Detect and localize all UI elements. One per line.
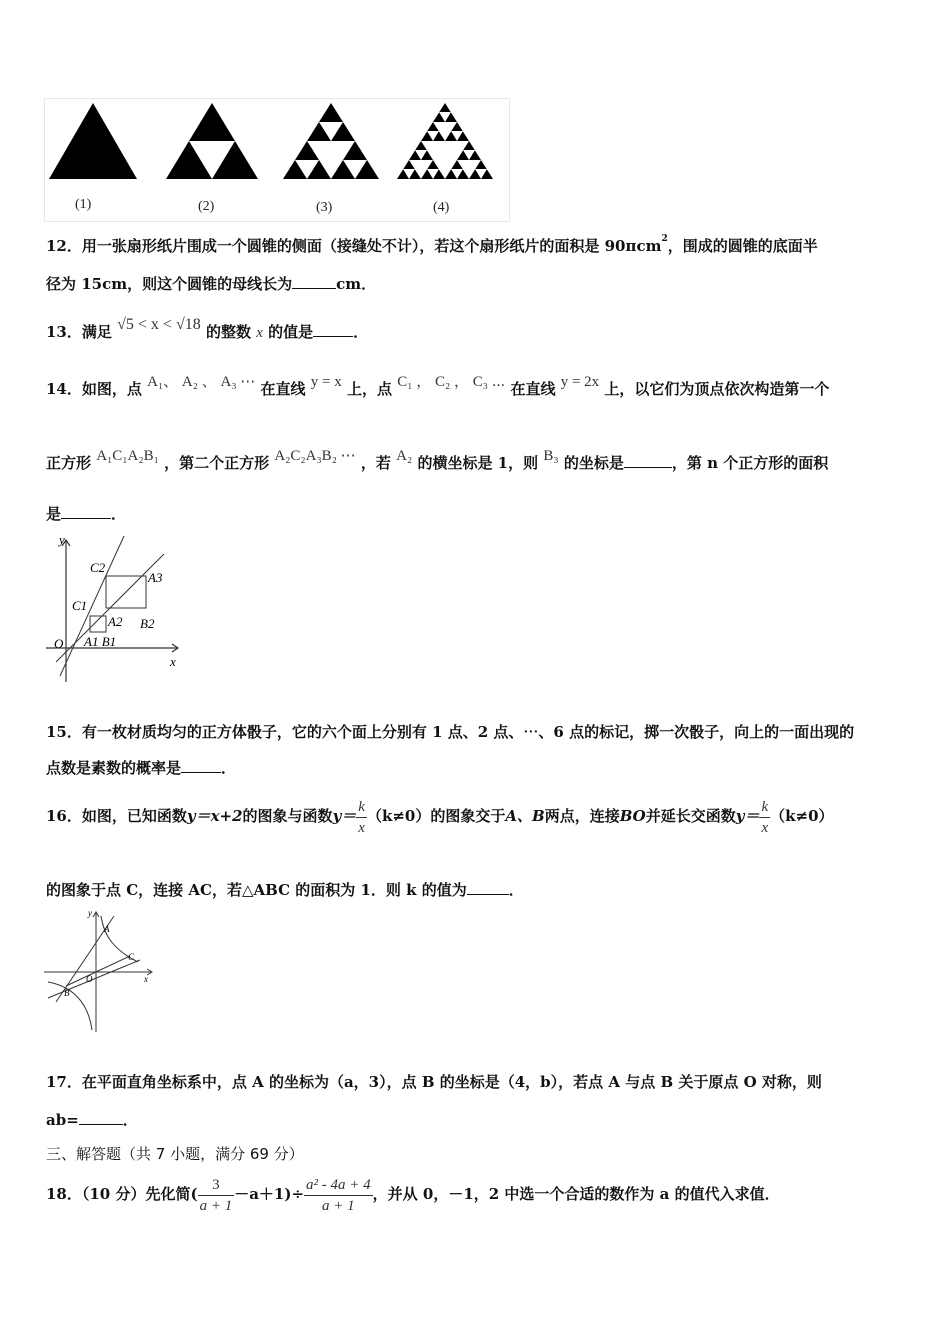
q14-answer-blank-2[interactable]: [61, 504, 111, 519]
section-3-title: [46, 1144, 304, 1164]
q17-text-2: ab=: [46, 1111, 79, 1129]
q14-square-1: A₁C₁A₂B₁: [96, 448, 159, 464]
q13-suffix: 的值是: [268, 323, 314, 341]
sierpinski-stage-3: [283, 103, 379, 179]
q18-frac1-den: a + 1: [199, 1197, 233, 1214]
q16-fraction-1: [356, 797, 367, 838]
q16-fraction-2: [759, 797, 770, 838]
q17-text-1: 17．在平面直角坐标系中，点 A 的坐标为（a，3），点 B 的坐标是（4，b），若点 A 与点 B 关于原点 O 对称，则: [46, 1073, 822, 1091]
q15-text-1: 15．有一枚材质均匀的正方体骰子，它的六个面上分别有 1 点、2 点、⋯、6 点的标记，掷一次骰子，向上的一面出现的: [46, 723, 855, 741]
q14-p2: 在直线: [260, 380, 306, 398]
q15-answer-blank[interactable]: [181, 758, 221, 773]
q16-f2: y＝: [332, 807, 357, 825]
q12-text-1-tail: ，围成的圆锥的底面半: [667, 237, 818, 255]
q14-label-y: y: [59, 534, 65, 547]
q16-label-a: A: [104, 924, 110, 934]
sierpinski-label-2: (2): [198, 199, 215, 214]
q14-line-2: [46, 450, 828, 477]
q14-line-3: [46, 504, 126, 524]
sierpinski-label-4: (4): [433, 200, 450, 215]
q15-line-2: [46, 758, 236, 778]
q17-line-2: [46, 1110, 138, 1130]
q16-line-ac: [66, 956, 130, 986]
q14-label-x: x: [170, 654, 176, 669]
q18-frac1-num: 3: [198, 1175, 235, 1196]
q14-square-1: [90, 616, 106, 632]
q12-text-1: 12．用一张扇形纸片围成一个圆锥的侧面（接缝处不计），若这个扇形纸片的面积是 90πcm: [46, 237, 662, 255]
q14-answer-blank-1[interactable]: [624, 453, 672, 468]
q14-p5: 上，以它们为顶点依次构造第一个: [604, 380, 830, 398]
q16-label-o: O: [86, 974, 93, 984]
q16-f1: y＝x+2: [186, 807, 243, 825]
q12-text-2b: cm．: [336, 275, 377, 293]
q16-pts: A、B: [505, 807, 545, 825]
q16-p2: 的图象与函数: [242, 807, 333, 825]
q14-a2: A₂: [396, 448, 413, 464]
q14-p4: 在直线: [510, 380, 556, 398]
q15-text-2: 点数是素数的概率是: [46, 759, 182, 777]
q16-p4: 两点，连接: [544, 807, 620, 825]
q14-p3: 上，点: [346, 380, 392, 398]
q15-line-1: [46, 722, 854, 742]
q18-line: [46, 1172, 780, 1216]
sierpinski-stage-2: [166, 103, 258, 179]
q12-answer-blank[interactable]: [292, 274, 336, 289]
sierpinski-figure: [44, 98, 510, 222]
q14-label-a2: A2: [108, 614, 123, 629]
q14-line-y-eq-x: y = x: [310, 374, 342, 390]
q14-p10: 的坐标是: [563, 454, 624, 472]
q16-cond: （k≠0）: [366, 807, 431, 825]
q14-a-points: A₁、 A₂ 、 A₃ ⋯: [147, 374, 256, 390]
q16-frac2-num: k: [759, 797, 770, 818]
q16-answer-blank[interactable]: [467, 880, 509, 895]
sierpinski-stage-1: [49, 103, 137, 179]
q14-p7: ，第二个正方形: [164, 454, 270, 472]
q14-label-a3: A3: [148, 570, 163, 585]
q18-frac2-num: a² - 4a + 4: [304, 1175, 373, 1196]
q16-text-2: 的图象于点 C，连接 AC，若△ABC 的面积为 1．则 k 的值为: [46, 881, 467, 899]
q16-f3: y＝: [735, 807, 760, 825]
q13-var: x: [256, 325, 263, 341]
q14-p1: 14．如图，点: [46, 380, 142, 398]
q16-label-b: B: [64, 988, 70, 998]
q16-line-1: [46, 794, 834, 838]
q14-p9: 的横坐标是 1，则: [417, 454, 539, 472]
q18-p3: ，并从 0，－1，2 中选一个合适的数作为 a 的值代入求值．: [372, 1185, 780, 1203]
q14-label-c1: C1: [72, 598, 88, 613]
q14-label-c2: C2: [90, 560, 106, 575]
q14-c-points: C₁ ， C₂ ， C₃ ⋯: [397, 374, 506, 390]
q17-line-1: [46, 1072, 822, 1092]
q16-cond2: （k≠0）: [770, 807, 834, 825]
section-3-title-text: 三、解答题（共 7 小题，满分 69 分）: [46, 1145, 304, 1163]
q13-mid: 的整数: [205, 323, 251, 341]
q14-line-y-eq-2x: [60, 536, 124, 676]
q16-frac1-num: k: [356, 797, 367, 818]
q17-answer-blank[interactable]: [79, 1110, 123, 1125]
q14-p11: ，第 n 个正方形的面积: [671, 454, 829, 472]
q14-b3: B₃: [543, 448, 559, 464]
q12-sup: 2: [661, 234, 668, 244]
q14-line-1: [46, 376, 829, 403]
q14-figure: [44, 534, 184, 686]
q12-line-2: [46, 274, 376, 294]
q16-graph-svg: [44, 906, 156, 1034]
q18-fraction-1: [198, 1175, 235, 1216]
q18-fraction-2: [304, 1175, 373, 1216]
q13-end: ．: [353, 323, 369, 341]
q16-text-2b: ．: [508, 881, 524, 899]
q14-p13: ．: [111, 505, 127, 523]
q16-p3: 的图象交于: [430, 807, 506, 825]
q15-text-2b: ．: [221, 759, 237, 777]
q12-line-1: [46, 236, 818, 259]
q14-p6: 正方形: [46, 454, 92, 472]
q13-answer-blank[interactable]: [313, 322, 353, 337]
q16-label-x: x: [144, 974, 148, 984]
q14-square-2: A₂C₂A₃B₂ ⋯: [274, 448, 356, 464]
q14-line-y-eq-2x: y = 2x: [560, 374, 600, 390]
q13-prefix: 13．满足: [46, 323, 112, 341]
q16-bo: BO: [619, 807, 646, 825]
q12-text-2: 径为 15cm，则这个圆锥的母线长为: [46, 275, 293, 293]
q16-p5: 并延长交函数: [645, 807, 736, 825]
q17-text-2b: ．: [122, 1111, 138, 1129]
sierpinski-label-3: (3): [316, 200, 333, 215]
sierpinski-label-1: (1): [75, 197, 92, 212]
q14-label-o: O: [54, 636, 64, 651]
q14-graph-svg: [44, 534, 184, 686]
q16-line-2: [46, 880, 524, 900]
q16-figure: [44, 906, 156, 1034]
sierpinski-stage-4: [397, 103, 493, 179]
q16-frac2-den: x: [761, 819, 769, 836]
q16-p1: 16．如图，已知函数: [46, 807, 187, 825]
q16-frac1-den: x: [358, 819, 365, 836]
q13-line: [46, 318, 368, 347]
q14-label-a1b1: A1 B1: [84, 634, 117, 649]
q16-label-c: C: [128, 952, 135, 962]
q18-frac2-den: a + 1: [322, 1197, 355, 1214]
q14-label-b2: B2: [140, 616, 155, 631]
q18-p2: －a＋1)÷: [234, 1185, 305, 1203]
q18-p1: 18．（10 分）先化简(: [46, 1185, 198, 1203]
q14-p12: 是: [46, 505, 62, 523]
q16-line-bo: [48, 960, 140, 998]
q14-p8: ，若: [360, 454, 391, 472]
q16-label-y: y: [88, 908, 92, 918]
q13-inequality: √5 < x < √18: [117, 316, 201, 333]
